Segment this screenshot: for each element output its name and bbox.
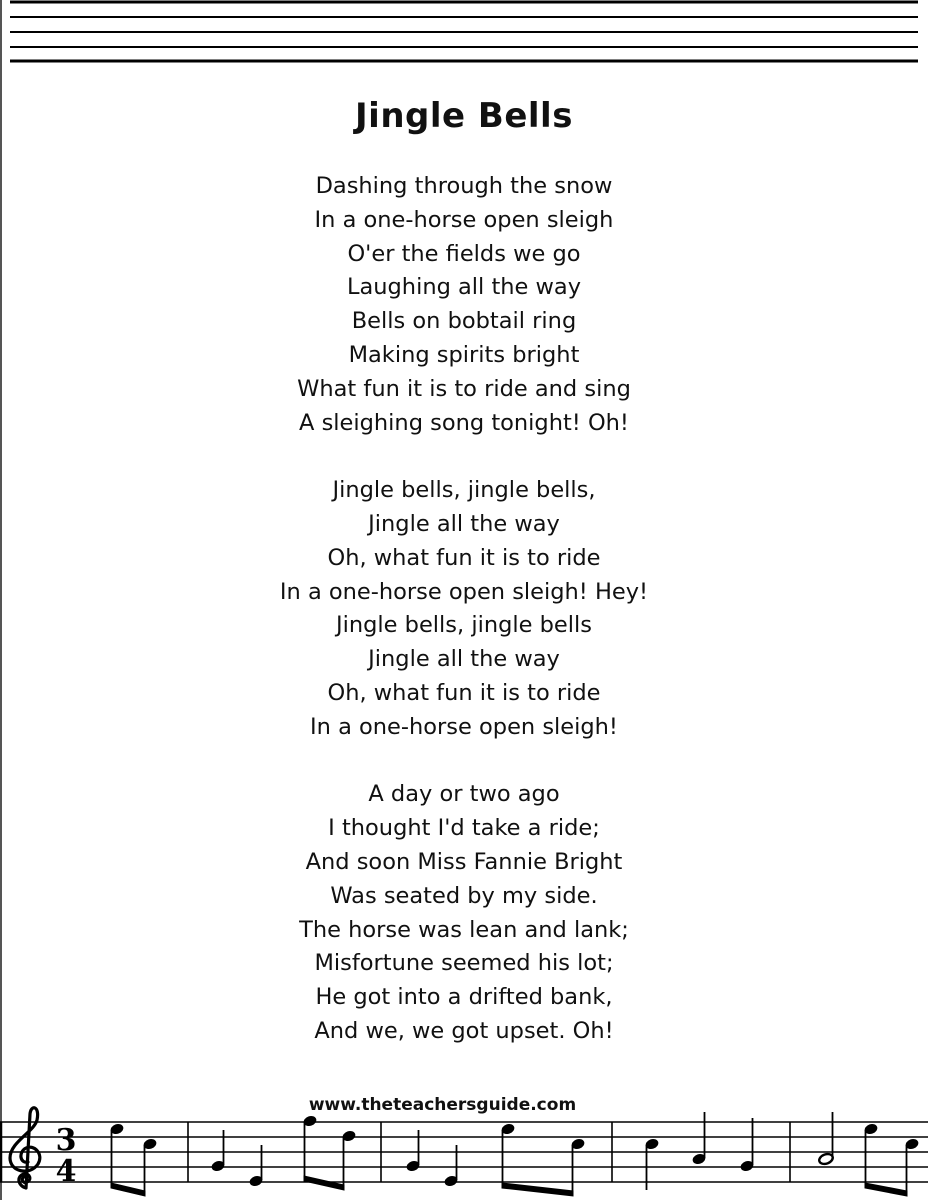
lyric-line: Jingle bells, jingle bells, [332, 477, 596, 504]
time-signature-bottom: 4 [55, 1154, 77, 1189]
treble-clef-icon [10, 1108, 40, 1188]
lyrics [0, 170, 928, 1083]
lyric-line: And we, we got upset. Oh! [314, 1017, 614, 1044]
lyric-line: In a one-horse open sleigh! [310, 713, 618, 740]
top-music-staff [10, 0, 918, 64]
website-url-text: www.theteachersguide.com [305, 1095, 580, 1115]
stanza-1 [0, 170, 928, 440]
lyric-line: O'er the fields we go [347, 240, 581, 267]
lyric-line: Oh, what fun it is to ride [327, 679, 601, 706]
lyric-line: Oh, what fun it is to ride [327, 544, 601, 571]
music-notes [110, 1112, 919, 1196]
lyric-line: The horse was lean and lank; [299, 916, 629, 943]
time-signature-top: 3 [55, 1123, 77, 1158]
lyric-line: In a one-horse open sleigh! Hey! [279, 578, 649, 605]
website-url [0, 1093, 885, 1117]
lyric-line: Bells on bobtail ring [351, 308, 577, 335]
lyric-line: In a one-horse open sleigh [314, 206, 614, 233]
lyric-line: What fun it is to ride and sing [297, 375, 631, 402]
lyric-line: Laughing all the way [346, 274, 582, 301]
lyric-line: Jingle all the way [368, 646, 560, 673]
music-note-icon [110, 1123, 157, 1196]
lyric-line: Jingle all the way [368, 510, 560, 537]
staff-lines [0, 1122, 928, 1182]
lyric-line: Making spirits bright [348, 341, 580, 368]
music-note-icon [818, 1112, 919, 1196]
lyric-line: A day or two ago [368, 781, 560, 808]
lyric-line: And soon Miss Fannie Bright [305, 848, 623, 875]
song-title: Jingle Bells [355, 96, 573, 136]
lyric-line: Misfortune seemed his lot; [314, 950, 614, 977]
lyric-line: I thought I'd take a ride; [328, 815, 600, 842]
lyric-line: A sleighing song tonight! Oh! [299, 409, 629, 436]
lyric-line: Dashing through the snow [315, 173, 613, 199]
lyric-line: He got into a drifted bank, [315, 984, 613, 1011]
music-note-icon [406, 1123, 585, 1196]
stanza-3 [0, 778, 928, 1048]
stanza-2-chorus [0, 474, 928, 744]
lyric-line: Was seated by my side. [330, 882, 598, 909]
lyric-line: Jingle bells, jingle bells [336, 612, 592, 639]
music-note-icon [645, 1112, 754, 1190]
